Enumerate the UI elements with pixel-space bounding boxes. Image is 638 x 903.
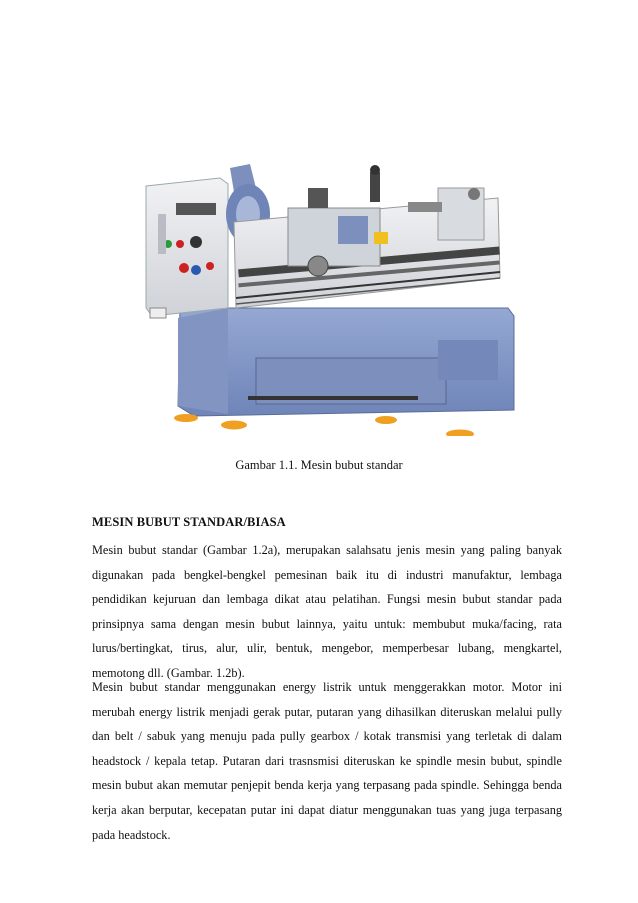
paragraph-2: Mesin bubut standar menggunakan energy listrik untuk menggerakkan motor. Motor ini merubah energy listrik menjadi gerak putar, putaran yang dihasilkan diteruskan melalui pully dan belt / sabuk yang menuju pada pully gearbox / kotak transmisi yang terletak di dalam headstock / kepala tetap. Putaran dari trasnsmisi diteruskan ke spindle mesin bubut, spindle mesin bubut akan memutar penjepit benda kerja yang terpasang pada spindle. Sehingga benda kerja akan berputar, kecepatan putar ini dapat diatur menggunakan tuas yang juga terpasang pada headstock.: [92, 680, 562, 842]
section-heading: MESIN BUBUT STANDAR/BIASA: [92, 515, 286, 529]
figure-caption: Gambar 1.1. Mesin bubut standar: [235, 458, 403, 472]
paragraph-1: Mesin bubut standar (Gambar 1.2a), merupakan salahsatu jenis mesin yang paling banyak digunakan pada bengkel-bengkel pemesinan baik itu di industri manufaktur, lembaga pendidikan kejuruan dan lembaga dikat atau pelatihan. Fungsi mesin bubut standar pada prinsipnya sama dengan mesin bubut lainnya, yaitu untuk: membubut muka/facing, rata lurus/bertingkat, tirus, alur, ulir, bentuk, mengebor, memperbesar lubang, mengkartel, memotong dll. (Gambar. 1.2b).: [92, 543, 562, 680]
lathe-machine-image: [138, 158, 522, 436]
